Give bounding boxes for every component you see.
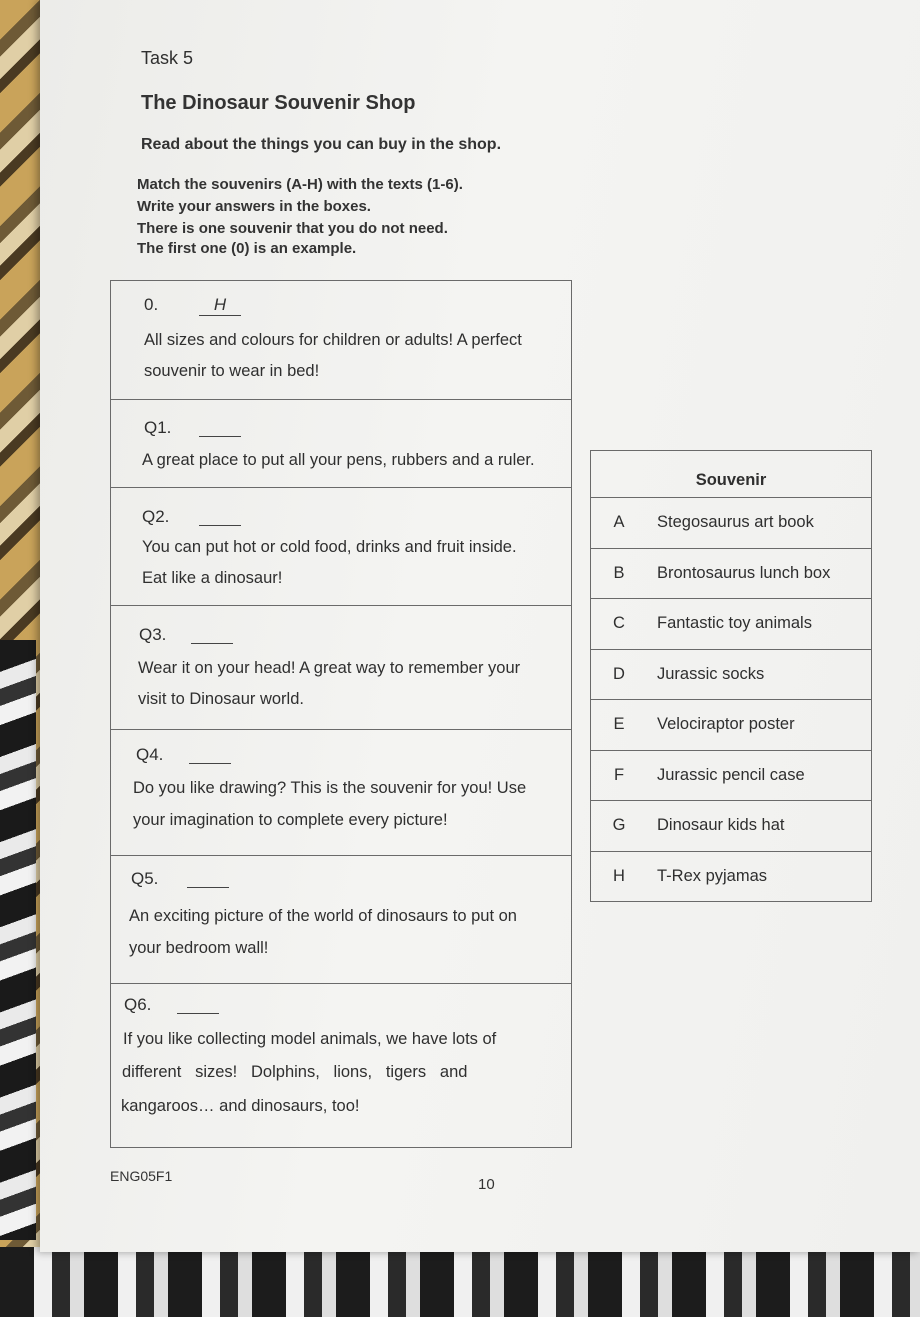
souvenir-letter: F: [613, 765, 625, 784]
question-text: kangaroos… and dinosaurs, too!: [121, 1097, 360, 1115]
question-text: your imagination to complete every picture!: [133, 811, 448, 829]
question-1: [111, 399, 571, 488]
question-text: If you like collecting model animals, we have lots of: [123, 1030, 497, 1048]
question-text: Do you like drawing? This is the souvenir for you! Use: [133, 779, 527, 797]
question-number: Q2.: [142, 507, 170, 526]
souvenir-letter: H: [613, 866, 625, 885]
souvenir-row: [591, 700, 871, 751]
answer-box[interactable]: [191, 623, 233, 644]
question-text: Wear it on your head! A great way to remember your: [138, 659, 521, 677]
question-text: souvenir to wear in bed!: [144, 362, 320, 380]
question-number: Q3.: [139, 625, 167, 644]
souvenir-row: [591, 498, 871, 549]
question-text: An exciting picture of the world of dinosaurs to put on: [129, 907, 517, 925]
question-2: [111, 487, 571, 606]
souvenir-row: [591, 801, 871, 852]
answer-box[interactable]: [189, 743, 231, 764]
question-text: You can put hot or cold food, drinks and fruit inside.: [142, 538, 517, 556]
answer-box[interactable]: H: [199, 295, 241, 316]
instruction-line: There is one souvenir that you do not need.: [137, 220, 448, 237]
page-title: The Dinosaur Souvenir Shop: [141, 92, 416, 114]
question-6: [111, 983, 571, 1147]
question-number: Q1.: [144, 418, 172, 437]
questions-box: [110, 280, 572, 1148]
souvenir-name: Fantastic toy animals: [657, 614, 812, 633]
souvenir-row: [591, 751, 871, 802]
souvenir-letter: C: [613, 614, 625, 633]
page-number: 10: [478, 1176, 495, 1193]
fabric-pattern-bottom: [0, 1247, 920, 1317]
souvenir-name: Jurassic socks: [657, 664, 765, 683]
question-text: A great place to put all your pens, rubbers and a ruler.: [142, 451, 535, 469]
question-text: All sizes and colours for children or adults! A perfect: [144, 331, 522, 349]
souvenir-name: Dinosaur kids hat: [657, 816, 785, 835]
question-4: [111, 729, 571, 856]
question-number: Q4.: [136, 745, 164, 764]
question-text: visit to Dinosaur world.: [138, 690, 304, 708]
souvenir-letter: B: [613, 563, 625, 582]
answer-box[interactable]: [187, 867, 229, 888]
instruction-line: Write your answers in the boxes.: [137, 198, 371, 215]
souvenir-letter: A: [613, 513, 625, 532]
answer-box[interactable]: [199, 505, 241, 526]
question-text: different sizes! Dolphins, lions, tigers and: [122, 1063, 468, 1081]
instruction-line: Match the souvenirs (A-H) with the texts (1-6).: [137, 176, 463, 193]
footer-code: ENG05F1: [110, 1168, 173, 1184]
souvenir-row: [591, 650, 871, 701]
souvenir-name: Stegosaurus art book: [657, 513, 814, 532]
souvenir-letter: E: [613, 715, 625, 734]
souvenir-name: Brontosaurus lunch box: [657, 563, 831, 582]
question-5: [111, 855, 571, 984]
souvenir-name: Jurassic pencil case: [657, 765, 805, 784]
souvenir-row: [591, 549, 871, 600]
question-text: your bedroom wall!: [129, 939, 269, 957]
task-label: Task 5: [141, 48, 194, 68]
souvenir-row: [591, 852, 871, 902]
question-number: 0.: [144, 295, 159, 314]
souvenir-letter: G: [612, 816, 626, 835]
fabric-pattern-left: [0, 640, 36, 1240]
souvenir-name: T-Rex pyjamas: [657, 866, 768, 885]
souvenir-table: [590, 450, 872, 902]
instruction-line: The first one (0) is an example.: [137, 240, 357, 257]
souvenir-name: Velociraptor poster: [657, 715, 795, 734]
question-example: [111, 281, 571, 400]
answer-box[interactable]: [177, 993, 219, 1014]
souvenir-row: [591, 599, 871, 650]
question-number: Q5.: [131, 869, 159, 888]
intro-text: Read about the things you can buy in the shop.: [141, 136, 502, 153]
answer-box[interactable]: [199, 416, 241, 437]
souvenir-letter: D: [613, 664, 625, 683]
question-3: [111, 605, 571, 730]
souvenir-table-header: Souvenir: [591, 451, 871, 498]
question-text: Eat like a dinosaur!: [142, 569, 283, 587]
question-number: Q6.: [124, 995, 152, 1014]
